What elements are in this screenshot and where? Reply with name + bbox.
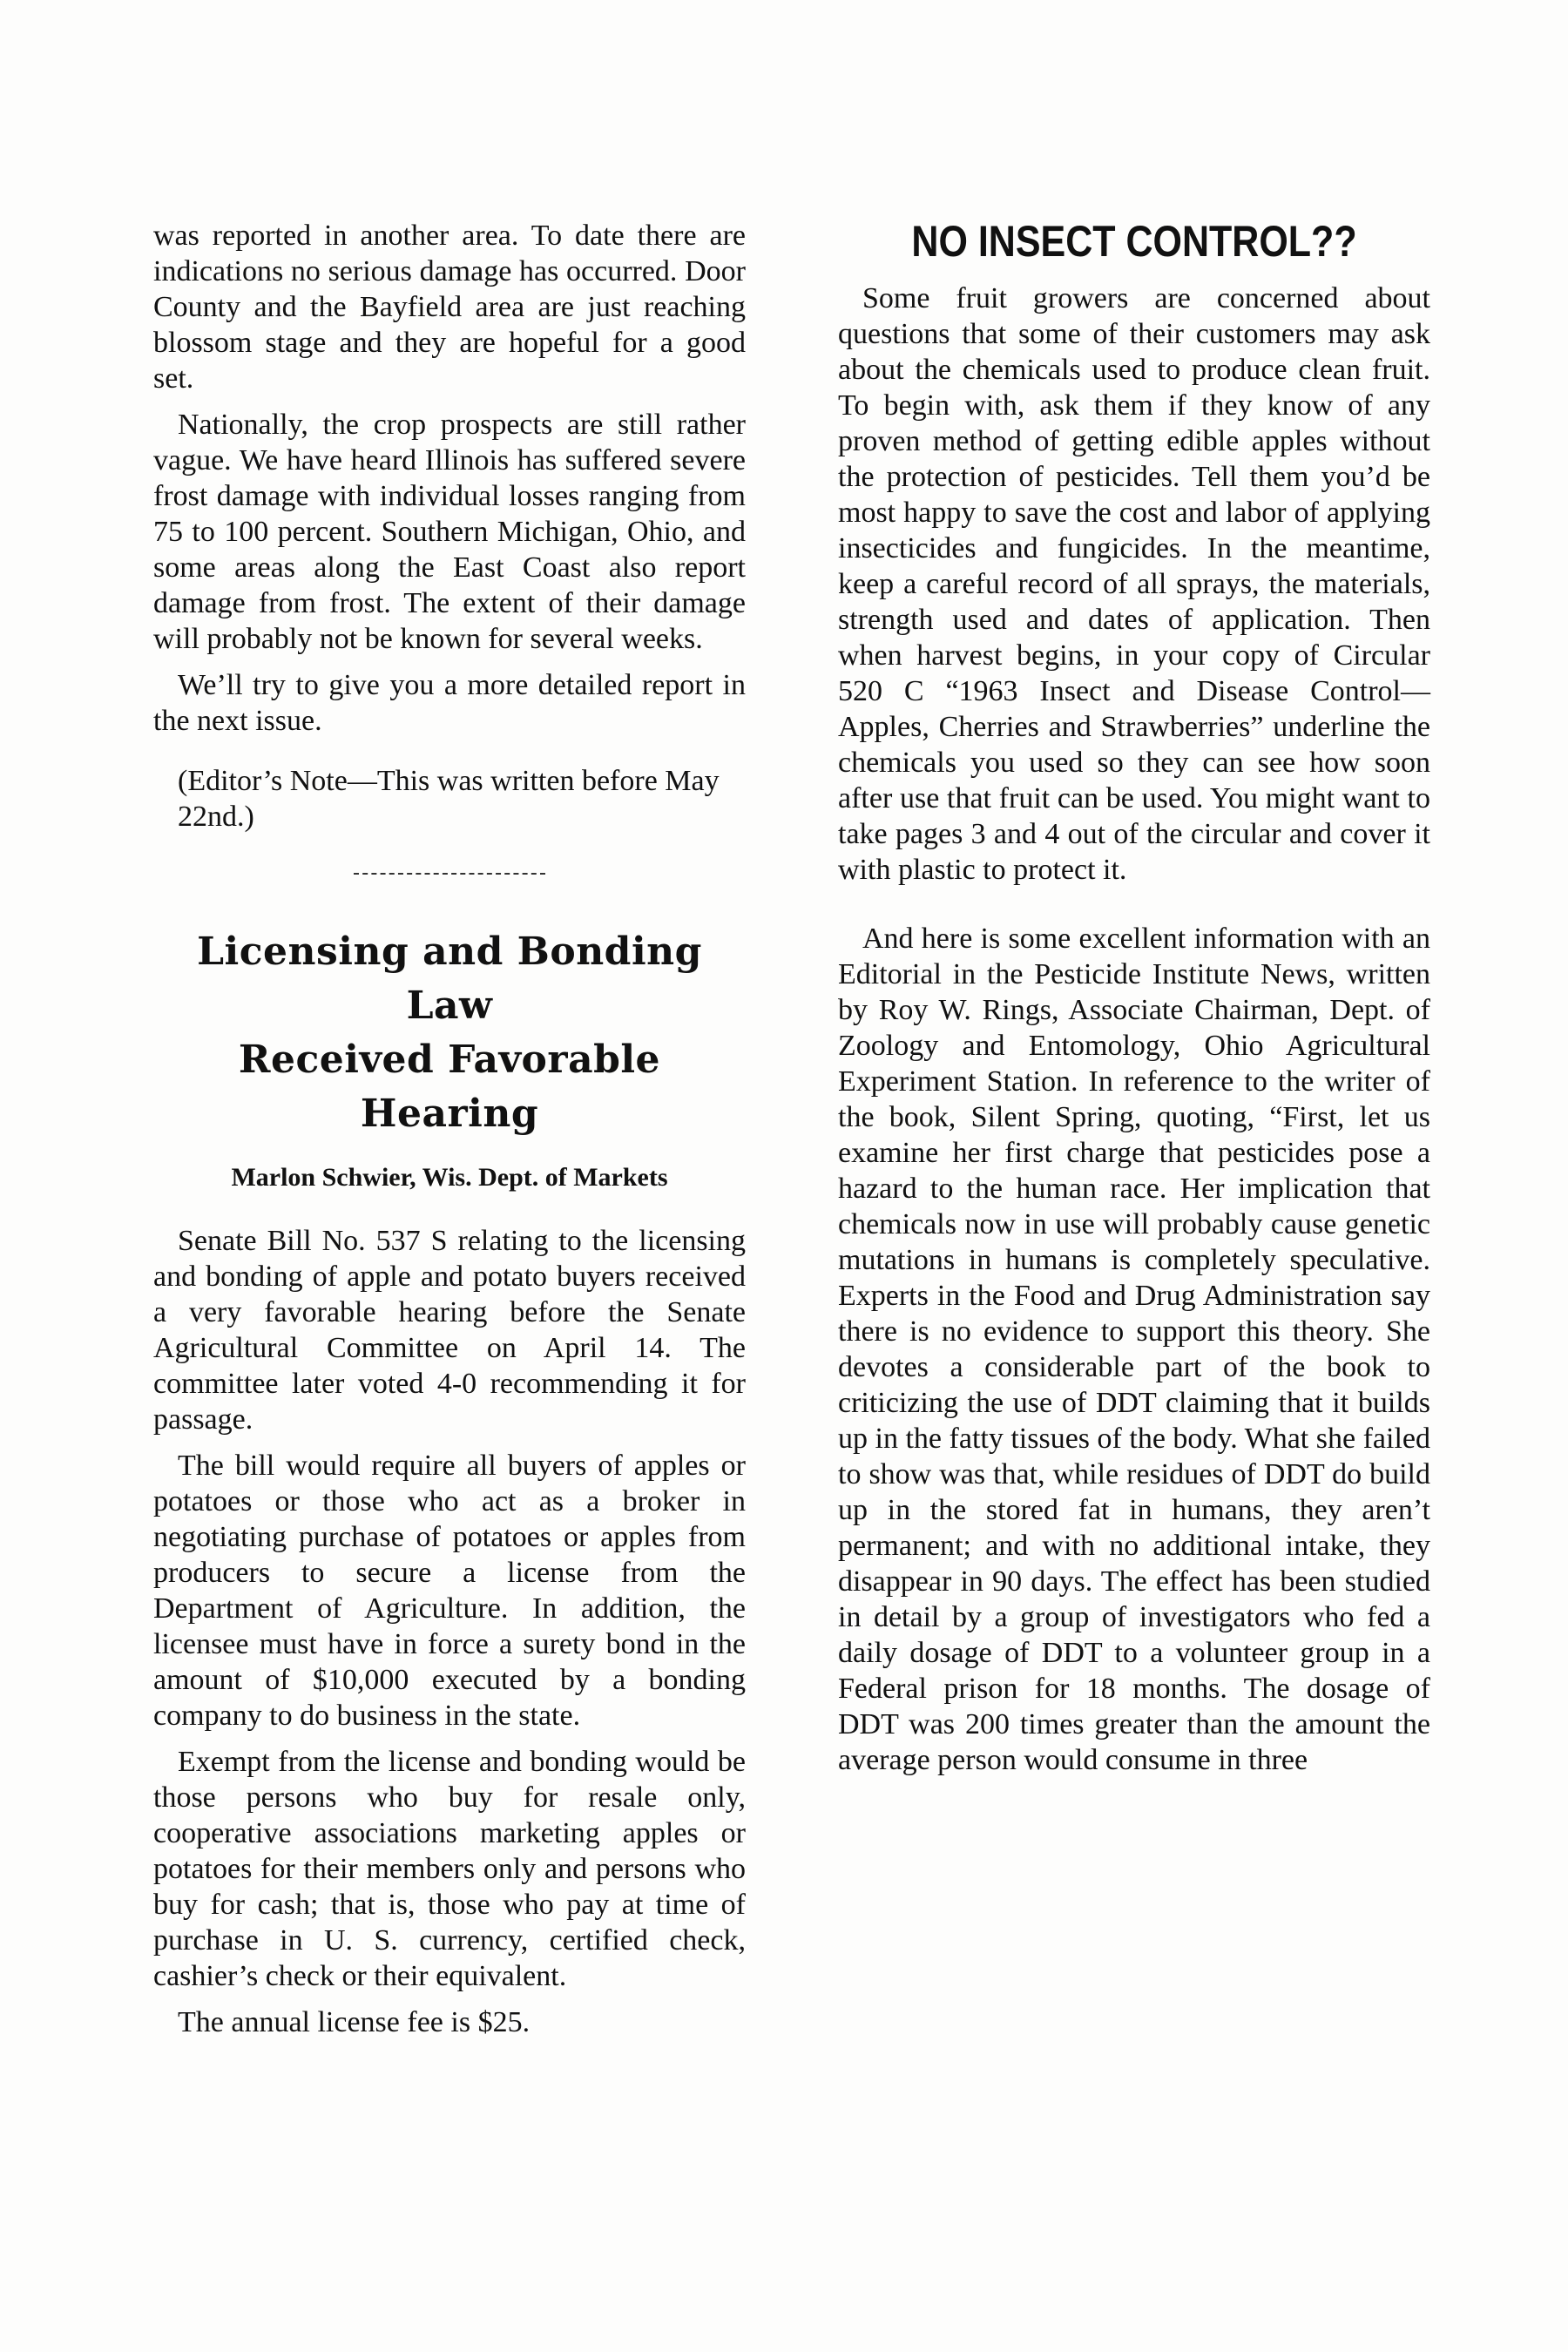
detailed-report-paragraph: We’ll try to give you a more detailed report in the next issue. bbox=[153, 669, 746, 737]
senate-bill-paragraph: Senate Bill No. 537 S relating to the licensing and bonding of apple and potato buyers received a very favorable hearing before the Senate Agricultural Committee on April 14. The committee later voted 4-0 recommending it for passage. bbox=[153, 1225, 746, 1436]
fruit-growers-paragraph: Some fruit growers are concerned about questions that some of their customers may ask about the chemicals used to produce clean fruit. To begin with, ask them if they know of any proven method of getting edible apples without the protection of pesticides. Tell them you’d be most happy to save the cost and labor of applying insecticides and fungicides. In the meantime, keep a careful record of all sprays, the materials, strength used and dates of application. Then when harvest begins, in your copy of Circular 520 C “1963 Insect and Disease Control—Apples, Cherries and Strawberries” underline the chemicals you used so they can see how soon after use that fruit can be used. You might want to take pages 3 and 4 out of the circular and cover it with plastic to protect it. bbox=[838, 282, 1430, 886]
licensing-headline-line2: Received Favorable Hearing bbox=[238, 1037, 661, 1136]
crop-prospects-paragraph: Nationally, the crop prospects are still rather vague. We have heard Illinois has suffered severe frost damage with individual losses ranging from 75 to 100 percent. Southern Michigan, Ohio, and some areas along the East Coast also report damage from frost. The extent of their damage will probably not be known for several weeks. bbox=[153, 409, 746, 655]
left-column bbox=[153, 218, 746, 2040]
right-column bbox=[838, 218, 1430, 1778]
insect-control-headline: NO INSECT CONTROL?? bbox=[911, 217, 1357, 266]
licensing-byline: Marlon Schwier, Wis. Dept. of Markets bbox=[231, 1163, 668, 1192]
exemptions-paragraph: Exempt from the license and bonding would be those persons who buy for resale only, cooperative associations marketing apples or potatoes for their members only and persons who buy for cash; that is, those who pay at time of purchase in U. S. currency, certified check, cashier’s check or their equivalent. bbox=[153, 1746, 746, 1992]
license-fee-paragraph: The annual license fee is $25. bbox=[178, 2006, 531, 2038]
editorial-paragraph: And here is some excellent information with an Editorial in the Pesticide Institute News, written by Roy W. Rings, Associate Chairman, Dept. of Zoology and Entomology, Ohio Agricultural Experiment Station. In reference to the writer of the book, Silent Spring, quoting, “First, let us examine her first charge that pesticides pose a hazard to the human race. Her implication that chemicals now in use will probably cause genetic mutations in humans is completely speculative. Experts in the Food and Drug Administration say there is no evidence to support this theory. She devotes a considerable part of the book to criticizing the use of DDT claiming that it builds up in the fatty tissues of the body. What she failed to show was that, while residues of DDT do build up in the stored fat in humans, they aren’t permanent; and with no additional intake, they disappear in 90 days. The effect has been studied in detail by a group of investigators who fed a daily dosage of DDT to a volunteer group in a Federal prison for 18 months. The dosage of DDT was 200 times greater than the amount the average person would consume in three bbox=[838, 923, 1430, 1776]
continued-paragraph: was reported in another area. To date there are indications no serious damage has occurred. Door County and the Bayfield area are just reaching blossom stage and they are hopeful for a good set. bbox=[153, 220, 746, 395]
licensing-headline bbox=[153, 925, 746, 1141]
editor-note: (Editor’s Note—This was written before May 22nd.) bbox=[178, 765, 720, 833]
bill-requirements-paragraph: The bill would require all buyers of apples or potatoes or those who act as a broker in negotiating purchase of potatoes or apples from producers to secure a license from the Department of Agriculture. In addition, the licensee must have in force a surety bond in the amount of $10,000 executed by a bonding company to do business in the state. bbox=[153, 1450, 746, 1732]
licensing-headline-line1: Licensing and Bonding Law bbox=[197, 929, 702, 1028]
section-divider bbox=[354, 873, 545, 875]
